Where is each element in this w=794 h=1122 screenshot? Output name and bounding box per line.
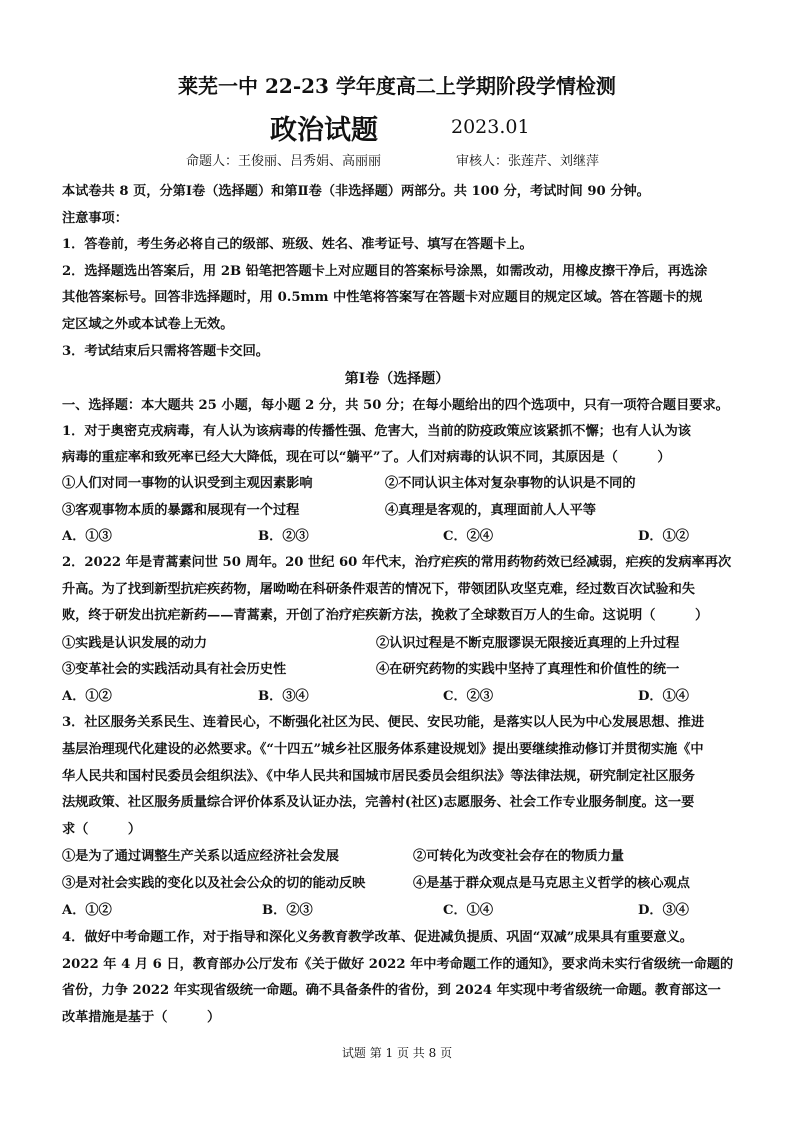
q1-choice-a: A．①③ [62,529,112,544]
question-4-stem: 4．做好中考命题工作，对于指导和深化义务教育教学改革、促进减负提质、巩固“双减”成果具有重要意义。 [62,930,693,945]
q1-choice-d: D．①② [638,529,689,544]
authors: 命题人：王俊丽、吕秀娟、高丽丽 [186,154,382,169]
question-2-stem: 2．2022 年是青蒿素问世 50 周年。20 世纪 60 年代末，治疗疟疾的常用药物药效已经减弱，疟疾的发病率再次 [62,555,732,570]
q3-statement-3: ③是对社会实践的变化以及社会公众的切的能动反映 [62,876,366,891]
q3-statement-4: ④是基于群众观点是马克思主义哲学的核心观点 [413,876,690,891]
question-3-stem: 3．社区服务关系民生、连着民心，不断强化社区为民、便民、安民功能，是落实以人民为中心发展思想、推进 [62,715,705,730]
question-3-stem: 法规政策、社区服务质量综合评价体系及认证办法，完善村(社区)志愿服务、社会工作专业服务制度。这一要 [62,795,695,810]
q1-statement-2: ②不同认识主体对复杂事物的认识是不同的 [385,476,636,491]
question-2-stem: 败，终于研发出抗疟新药——青蒿素，开创了治疗疟疾新方法，挽救了全球数百万人的生命。这说明（ ） [62,608,709,623]
question-2-stem: 升高。为了找到新型抗疟疾药物，屠呦呦在科研条件艰苦的情况下，带领团队攻坚克难，经过数百次试验和失 [62,582,695,597]
q2-statement-3: ③变革社会的实践活动具有社会历史性 [62,662,287,677]
question-4-stem: 改革措施是基于（ ） [62,1010,221,1025]
question-3-stem: 求（ ） [62,822,142,837]
exam-date: 2023.01 [451,116,530,138]
q3-choice-b: B．②③ [262,903,313,918]
q2-statement-4: ④在研究药物的实践中坚持了真理性和价值性的统一 [376,662,680,677]
q2-choice-a: A．①② [62,689,112,704]
question-4-stem: 省份，力争 2022 年实现省级统一命题。确不具备条件的省份，到 2024 年实现中考省级统一命题。教育部这一 [62,983,721,998]
q1-statement-3: ③客观事物本质的暴露和展现有一个过程 [62,503,300,518]
q3-statement-1: ①是为了通过调整生产关系以适应经济社会发展 [62,849,339,864]
exam-title: 莱芜一中 22-23 学年度高二上学期阶段学情检测 [178,74,616,98]
section-title: 第Ⅰ卷（选择题） [344,371,450,387]
notice-heading: 注意事项： [62,211,128,226]
q2-choice-d: D．①④ [638,689,689,704]
question-4-stem: 2022 年 4 月 6 日，教育部办公厅发布《关于做好 2022 年中考命题工作的通知》，要求尚未实行省级统一命题的 [62,957,734,972]
notice-item: 其他答案标号。回答非选择题时，用 0.5mm 中性笔将答案写在答题卡对应题目的规定区域。答在答题卡的规 [62,290,703,305]
subject-title: 政治试题 [270,115,378,146]
q1-choice-c: C．②④ [443,529,494,544]
page-footer: 试题 第 1 页 共 8 页 [341,1046,453,1060]
notice-item: 定区域之外或本试卷上无效。 [62,317,234,332]
q2-statement-1: ①实践是认识发展的动力 [62,636,208,651]
question-1-stem: 1．对于奥密克戎病毒，有人认为该病毒的传播性强、危害大，当前的防疫政策应该紧抓不懈；也有人认为该 [62,424,691,439]
question-1-stem: 病毒的重症率和致死率已经大大降低，现在可以“躺平”了。人们对病毒的认识不同，其原因是（ ） [62,450,671,465]
notice-item: 3．考试结束后只需将答题卡交回。 [62,344,269,359]
q1-statement-4: ④真理是客观的，真理面前人人平等 [385,503,596,518]
q3-statement-2: ②可转化为改变社会存在的物质力量 [413,849,624,864]
q2-statement-2: ②认识过程是不断克服谬误无限接近真理的上升过程 [376,636,680,651]
question-3-stem: 华人民共和国村民委员会组织法》、《中华人民共和国城市居民委员会组织法》等法律法规，研究制定社区服务 [62,769,695,784]
question-3-stem: 基层治理现代化建设的必然要求。《“十四五”城乡社区服务体系建设规划》提出要继续推动修订并贯彻实施《中 [62,742,704,757]
notice-item: 2．选择题选出答案后，用 2B 铅笔把答题卡上对应题目的答案标号涂黑，如需改动，用橡皮擦干净后，再选涂 [62,264,708,279]
q1-choice-b: B．②③ [258,529,309,544]
q3-choice-d: D．③④ [638,903,689,918]
exam-intro: 本试卷共 8 页，分第Ⅰ卷（选择题）和第Ⅱ卷（非选择题）两部分。共 100 分，考试时间 90 分钟。 [62,184,650,199]
section-instructions: 一、选择题：本大题共 25 小题，每小题 2 分，共 50 分；在每小题给出的四个选项中，只有一项符合题目要求。 [62,398,729,413]
reviewers: 审核人：张莲芹、刘继萍 [456,154,600,169]
q2-choice-c: C．②③ [443,689,494,704]
q3-choice-c: C．①④ [443,903,494,918]
notice-item: 1．答卷前，考生务必将自己的级部、班级、姓名、准考证号、填写在答题卡上。 [62,237,533,252]
q3-choice-a: A．①② [62,903,112,918]
q1-statement-1: ①人们对同一事物的认识受到主观因素影响 [62,476,313,491]
q2-choice-b: B．③④ [258,689,309,704]
